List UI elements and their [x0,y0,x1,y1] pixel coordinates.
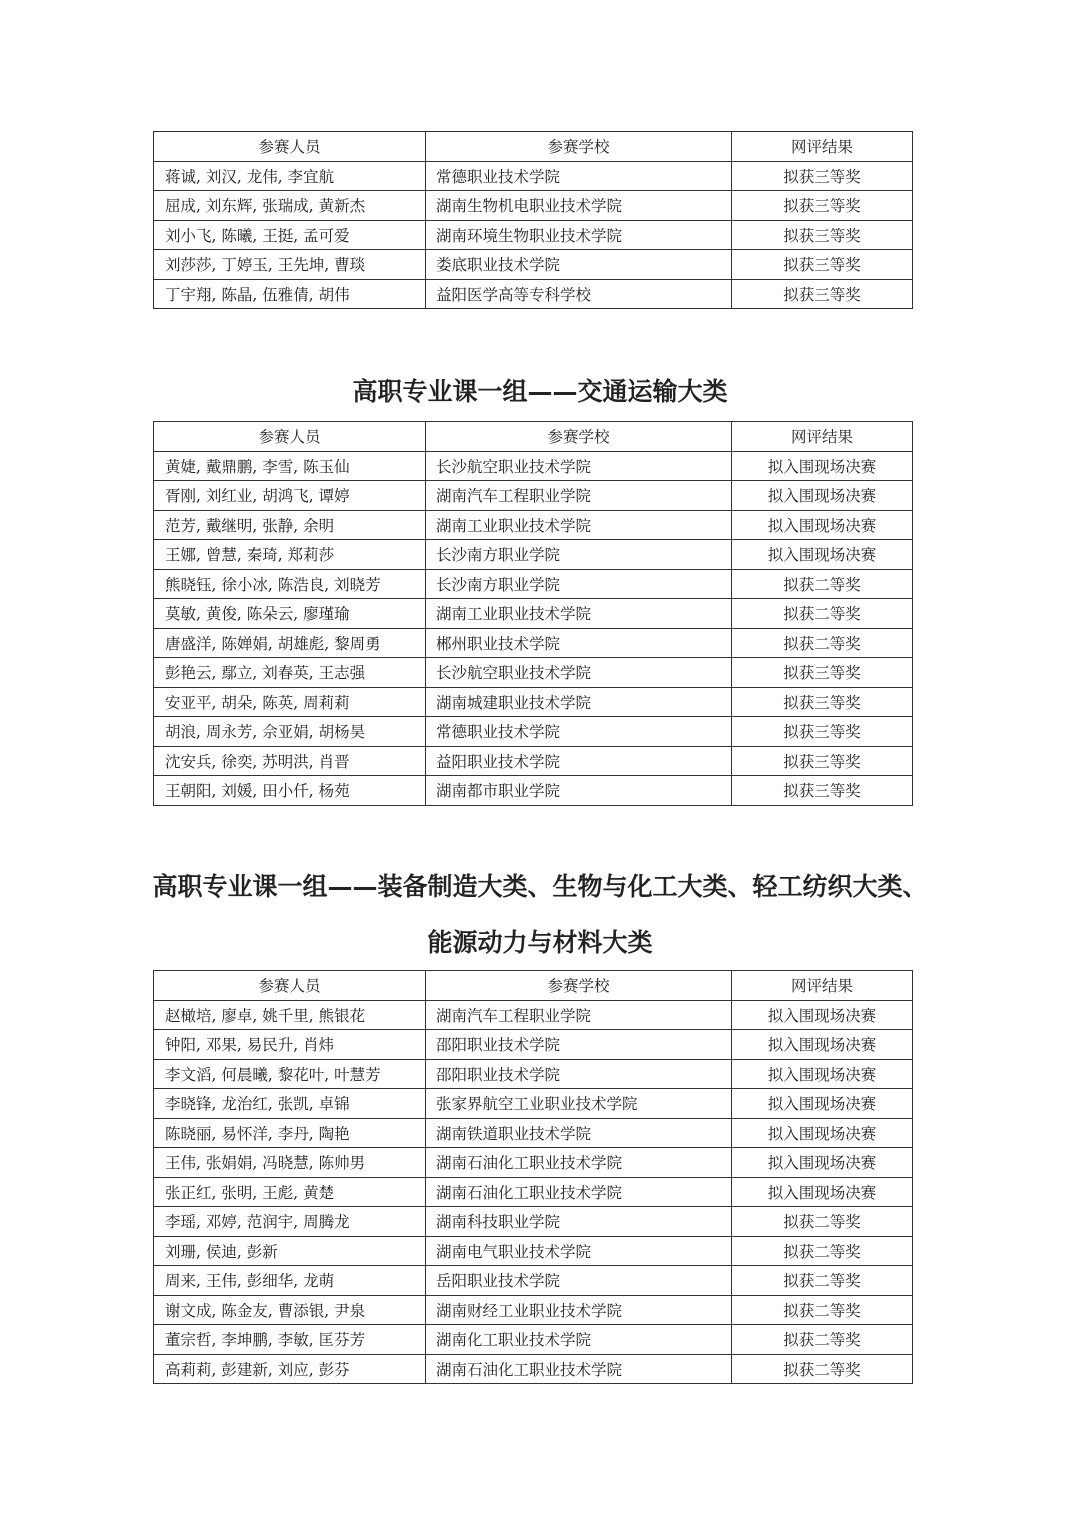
cell-result: 拟获二等奖 [732,599,913,629]
header-school: 参赛学校 [426,422,732,452]
table-row [154,1148,913,1178]
cell-result: 拟入围现场决赛 [732,1000,913,1030]
section-title-transport: 高职专业课一组——交通运输大类 [352,377,728,406]
cell-school: 湖南财经工业职业技术学院 [426,1295,732,1325]
table-row [154,1118,913,1148]
table-row [154,599,913,629]
cell-people: 范芳, 戴继明, 张静, 余明 [154,510,426,540]
cell-people: 董宗哲, 李坤鹏, 李敏, 匡芬芳 [154,1325,426,1355]
table-row [154,717,913,747]
cell-result: 拟获三等奖 [732,687,913,717]
table-header-row [154,971,913,1001]
cell-school: 湖南电气职业技术学院 [426,1236,732,1266]
cell-result: 拟获二等奖 [732,1354,913,1384]
cell-result: 拟获二等奖 [732,1236,913,1266]
cell-people: 高莉莉, 彭建新, 刘应, 彭芬 [154,1354,426,1384]
cell-people: 钟阳, 邓果, 易民升, 肖炜 [154,1030,426,1060]
cell-result: 拟入围现场决赛 [732,1118,913,1148]
cell-school: 长沙南方职业学院 [426,540,732,570]
table-row [154,1089,913,1119]
cell-people: 周来, 王伟, 彭细华, 龙萌 [154,1266,426,1296]
cell-school: 湖南城建职业技术学院 [426,687,732,717]
header-school: 参赛学校 [426,971,732,1001]
cell-result: 拟入围现场决赛 [732,1177,913,1207]
cell-result: 拟获二等奖 [732,569,913,599]
cell-school: 长沙航空职业技术学院 [426,658,732,688]
cell-result: 拟获三等奖 [732,220,913,250]
table-header-row [154,422,913,452]
cell-school: 湖南汽车工程职业学院 [426,1000,732,1030]
cell-school: 邵阳职业技术学院 [426,1030,732,1060]
cell-result: 拟入围现场决赛 [732,1059,913,1089]
cell-people: 赵橄培, 廖卓, 姚千里, 熊银花 [154,1000,426,1030]
cell-school: 湖南工业职业技术学院 [426,599,732,629]
cell-school: 湖南石油化工职业技术学院 [426,1148,732,1178]
cell-result: 拟入围现场决赛 [732,481,913,511]
cell-people: 黄婕, 戴鼎鹏, 李雪, 陈玉仙 [154,451,426,481]
cell-school: 湖南汽车工程职业学院 [426,481,732,511]
cell-result: 拟入围现场决赛 [732,540,913,570]
cell-people: 唐盛洋, 陈婵娟, 胡雄彪, 黎周勇 [154,628,426,658]
section-title-equipment-line1: 高职专业课一组——装备制造大类、生物与化工大类、轻工纺织大类、 [152,872,928,901]
cell-people: 刘莎莎, 丁婷玉, 王先坤, 曹琰 [154,250,426,280]
cell-people: 王娜, 曾慧, 秦琦, 郑莉莎 [154,540,426,570]
table-row [154,481,913,511]
cell-result: 拟获三等奖 [732,776,913,806]
cell-school: 湖南科技职业学院 [426,1207,732,1237]
table-row [154,1325,913,1355]
cell-result: 拟获二等奖 [732,628,913,658]
table-row [154,1000,913,1030]
cell-school: 邵阳职业技术学院 [426,1059,732,1089]
cell-people: 彭艳云, 鄢立, 刘春英, 王志强 [154,658,426,688]
cell-result: 拟入围现场决赛 [732,510,913,540]
cell-result: 拟入围现场决赛 [732,1089,913,1119]
cell-people: 熊晓钰, 徐小冰, 陈浩良, 刘晓芳 [154,569,426,599]
table-row [154,1295,913,1325]
header-result: 网评结果 [732,132,913,162]
cell-people: 李文滔, 何晨曦, 黎花叶, 叶慧芳 [154,1059,426,1089]
results-table-1 [153,131,913,309]
results-table-3 [153,970,913,1384]
table-row [154,540,913,570]
cell-people: 李瑶, 邓婷, 范润宇, 周腾龙 [154,1207,426,1237]
cell-people: 莫敏, 黄俊, 陈朵云, 廖瑾瑜 [154,599,426,629]
cell-school: 郴州职业技术学院 [426,628,732,658]
cell-result: 拟获三等奖 [732,191,913,221]
cell-result: 拟获三等奖 [732,658,913,688]
cell-school: 常德职业技术学院 [426,161,732,191]
cell-people: 刘珊, 侯迪, 彭新 [154,1236,426,1266]
table-row [154,161,913,191]
cell-people: 王朝阳, 刘媛, 田小仟, 杨苑 [154,776,426,806]
table-row [154,510,913,540]
cell-school: 湖南铁道职业技术学院 [426,1118,732,1148]
cell-people: 屈成, 刘东辉, 张瑞成, 黄新杰 [154,191,426,221]
cell-school: 长沙南方职业学院 [426,569,732,599]
cell-people: 蒋诚, 刘汉, 龙伟, 李宜航 [154,161,426,191]
cell-people: 胡浪, 周永芳, 佘亚娟, 胡杨昊 [154,717,426,747]
cell-result: 拟获三等奖 [732,746,913,776]
header-people: 参赛人员 [154,971,426,1001]
table-row [154,1207,913,1237]
cell-school: 益阳职业技术学院 [426,746,732,776]
cell-result: 拟获二等奖 [732,1295,913,1325]
results-table-2 [153,421,913,806]
table-row [154,746,913,776]
cell-school: 娄底职业技术学院 [426,250,732,280]
table-row [154,1354,913,1384]
table-row [154,191,913,221]
cell-people: 胥刚, 刘红业, 胡鸿飞, 谭婷 [154,481,426,511]
table-row [154,1236,913,1266]
cell-result: 拟获三等奖 [732,161,913,191]
cell-result: 拟获三等奖 [732,717,913,747]
cell-school: 湖南生物机电职业技术学院 [426,191,732,221]
table-row [154,628,913,658]
cell-result: 拟获二等奖 [732,1325,913,1355]
cell-result: 拟获二等奖 [732,1266,913,1296]
table-row [154,279,913,309]
table-row [154,1059,913,1089]
table-row [154,1030,913,1060]
table-row [154,250,913,280]
table-row [154,451,913,481]
cell-people: 沈安兵, 徐奕, 苏明洪, 肖晋 [154,746,426,776]
cell-people: 丁宇翔, 陈晶, 伍雅倩, 胡伟 [154,279,426,309]
cell-school: 张家界航空工业职业技术学院 [426,1089,732,1119]
cell-school: 湖南工业职业技术学院 [426,510,732,540]
header-result: 网评结果 [732,971,913,1001]
cell-people: 刘小飞, 陈曦, 王挺, 孟可爱 [154,220,426,250]
cell-school: 长沙航空职业技术学院 [426,451,732,481]
table-row [154,1266,913,1296]
cell-people: 张正红, 张明, 王彪, 黄楚 [154,1177,426,1207]
cell-result: 拟入围现场决赛 [732,1030,913,1060]
header-people: 参赛人员 [154,132,426,162]
table-row [154,569,913,599]
cell-result: 拟获三等奖 [732,279,913,309]
table-header-row [154,132,913,162]
table-row [154,687,913,717]
table-row [154,658,913,688]
cell-school: 湖南石油化工职业技术学院 [426,1354,732,1384]
cell-result: 拟获二等奖 [732,1207,913,1237]
header-school: 参赛学校 [426,132,732,162]
cell-school: 常德职业技术学院 [426,717,732,747]
table-row [154,1177,913,1207]
table-row [154,220,913,250]
header-people: 参赛人员 [154,422,426,452]
cell-school: 湖南化工职业技术学院 [426,1325,732,1355]
cell-people: 安亚平, 胡朵, 陈英, 周莉莉 [154,687,426,717]
cell-result: 拟入围现场决赛 [732,451,913,481]
cell-result: 拟获三等奖 [732,250,913,280]
cell-people: 王伟, 张娟娟, 冯晓慧, 陈帅男 [154,1148,426,1178]
cell-school: 湖南石油化工职业技术学院 [426,1177,732,1207]
cell-result: 拟入围现场决赛 [732,1148,913,1178]
cell-school: 岳阳职业技术学院 [426,1266,732,1296]
table-row [154,776,913,806]
cell-school: 湖南都市职业学院 [426,776,732,806]
cell-people: 李晓锋, 龙治红, 张凯, 卓锦 [154,1089,426,1119]
cell-school: 益阳医学高等专科学校 [426,279,732,309]
cell-people: 陈晓丽, 易怀洋, 李丹, 陶艳 [154,1118,426,1148]
cell-school: 湖南环境生物职业技术学院 [426,220,732,250]
section-title-equipment-line2: 能源动力与材料大类 [427,928,653,957]
cell-people: 谢文成, 陈金友, 曹添银, 尹泉 [154,1295,426,1325]
header-result: 网评结果 [732,422,913,452]
